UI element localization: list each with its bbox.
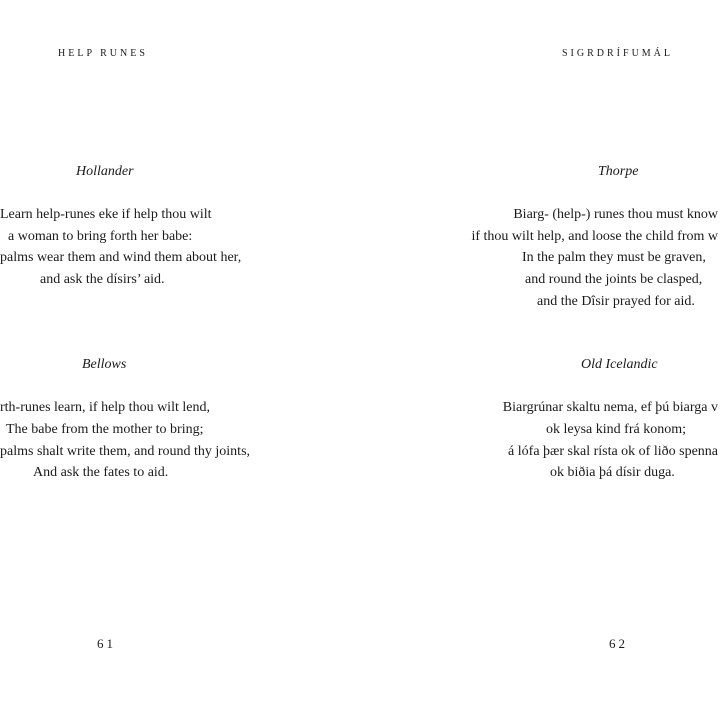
verse-line: ok biðia þá dísir duga. [550,465,675,480]
verse-line: Biargrúnar skaltu nema, ef þú biarga v [502,400,718,415]
section-title: Old Icelandic [581,357,658,372]
verse-line: palms shalt write them, and round thy joints, [0,444,251,459]
running-head: SIGRDRÍFUMÁL [562,48,674,59]
verse-line: á lófa þær skal rísta ok of liðo spenna [508,444,718,459]
verse-line: if thou wilt help, and loose the child from w [471,229,718,244]
verse-line: In the palm they must be graven, [522,250,706,265]
running-head: HELP RUNES [58,48,148,59]
verse-line: and ask the dísirs’ aid. [40,272,165,287]
verse-line: Learn help-runes eke if help thou wilt [0,207,212,222]
verse-line: The babe from the mother to bring; [6,422,204,437]
verse-line: Biarg- (help-) runes thou must know [513,207,718,222]
verse-line: palms wear them and wind them about her, [0,250,242,265]
verse-line: rth-runes learn, if help thou wilt lend, [0,400,210,415]
page-number: 62 [609,636,628,651]
section-title: Thorpe [598,164,639,179]
verse-line: ok leysa kind frá konom; [546,422,686,437]
verse-line: And ask the fates to aid. [33,465,169,480]
verse-line: a woman to bring forth her babe: [8,229,193,244]
section-title: Hollander [76,164,134,179]
section-title: Bellows [82,357,127,372]
verse-line: and the Dîsir prayed for aid. [537,294,695,309]
verse-line: and round the joints be clasped, [525,272,703,287]
page-number: 61 [97,636,116,651]
